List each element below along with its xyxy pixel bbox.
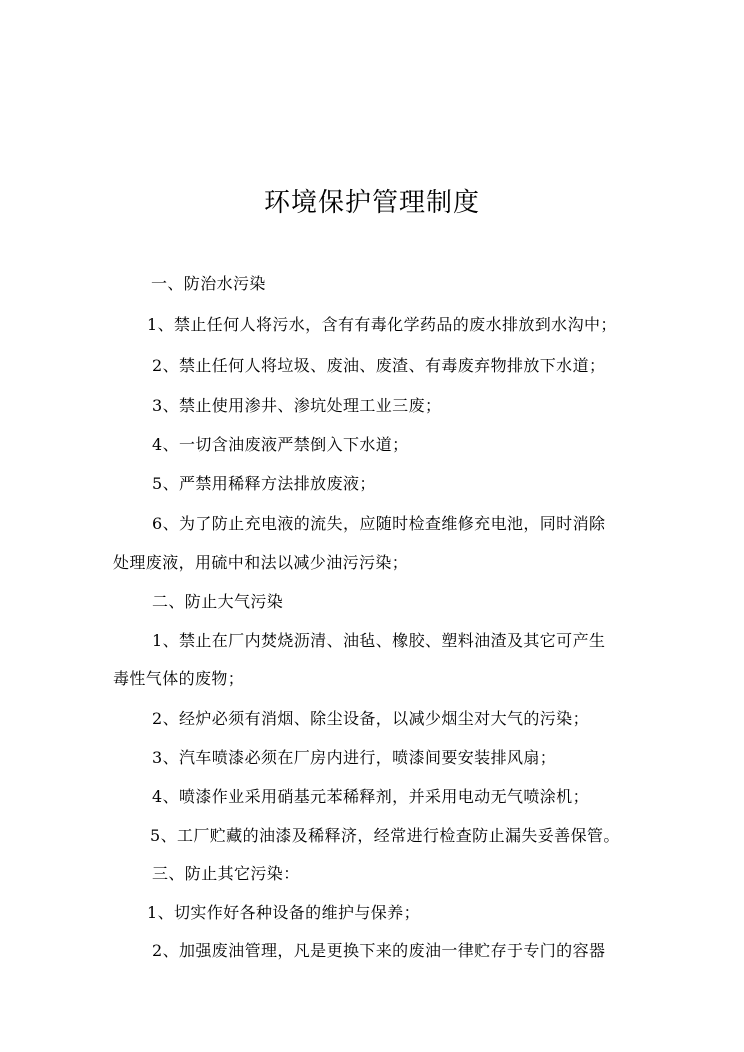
- paragraph-line: 5、工厂贮藏的油漆及稀释济，经常进行检查防止漏失妥善保管。: [150, 826, 620, 845]
- paragraph-line: 2、禁止任何人将垃圾、废油、废渣、有毒废弃物排放下水道；: [152, 356, 606, 375]
- paragraph-line: 1、切实作好各种设备的维护与保养；: [147, 903, 420, 922]
- section-heading-other: 三、防止其它污染：: [152, 864, 300, 883]
- paragraph-line: 1、禁止在厂内焚烧沥清、油毡、橡胶、塑料油渣及其它可产生: [152, 631, 606, 650]
- paragraph-line: 3、禁止使用渗井、渗坑处理工业三废；: [152, 396, 442, 415]
- paragraph-line-continuation: 处理废液，用硫中和法以减少油污污染；: [113, 553, 409, 572]
- section-heading-water: 一、防治水污染: [151, 274, 266, 293]
- paragraph-line: 3、汽车喷漆必须在厂房内进行，喷漆间要安装排风扇；: [152, 748, 557, 767]
- paragraph-line: 5、严禁用稀释方法排放废液；: [152, 474, 376, 493]
- document-title: 环境保护管理制度: [263, 188, 480, 218]
- paragraph-line: 6、为了防止充电液的流失，应随时检查维修充电池，同时消除: [152, 514, 606, 533]
- paragraph-line: 4、喷漆作业采用硝基元苯稀释剂，并采用电动无气喷涂机；: [152, 787, 589, 806]
- paragraph-line: 2、加强废油管理，凡是更换下来的废油一律贮存于专门的容器: [152, 941, 606, 960]
- paragraph-line-continuation: 毒性气体的废物；: [113, 669, 245, 688]
- paragraph-line: 2、经炉必须有消烟、除尘设备，以减少烟尘对大气的污染；: [152, 709, 589, 728]
- paragraph-line: 4、一切含油废液严禁倒入下水道；: [152, 435, 409, 454]
- paragraph-line: 1、禁止任何人将污水，含有有毒化学药品的废水排放到水沟中；: [147, 315, 617, 334]
- section-heading-air: 二、防止大气污染: [152, 592, 284, 611]
